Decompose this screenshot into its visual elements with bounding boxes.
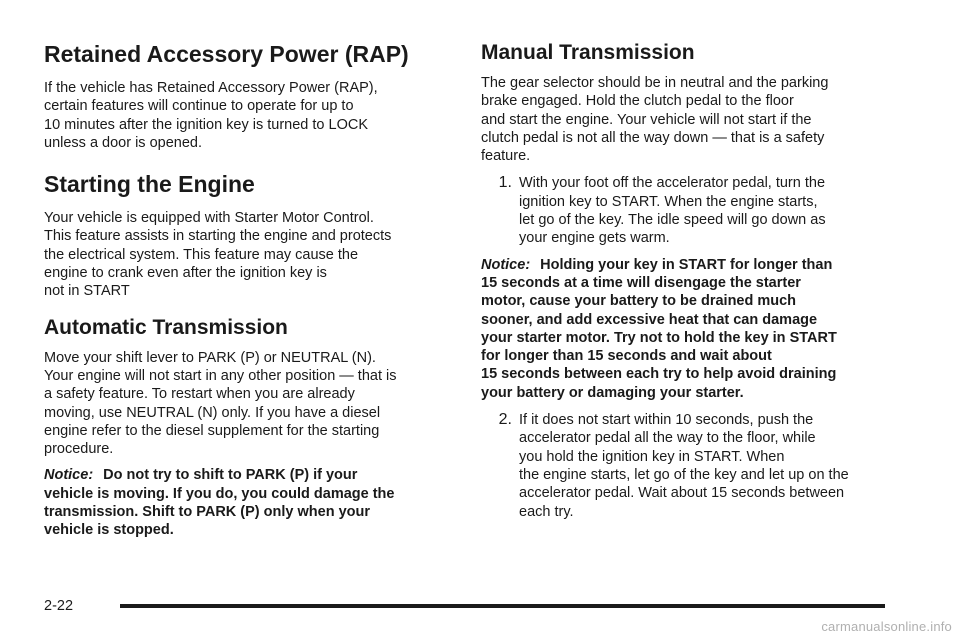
automatic-transmission-body: Move your shift lever to PARK (P) or NEUTRAL (N). Your engine will not start in any other position — that is a safety feature. To restart when you are already moving, use NEUTRAL (N) only. If you have a diesel engine refer to the diesel supplement for the starting procedure. — [44, 349, 397, 458]
manual-notice — [481, 256, 895, 402]
right-column — [481, 40, 895, 521]
page-number: 2-22 — [44, 598, 74, 614]
manual-transmission-section — [481, 40, 895, 521]
notice-label: Notice: — [481, 256, 531, 273]
starting-engine-body: Your vehicle is equipped with Starter Motor Control. This feature assists in starting the engine and protects the electrical system. This feature may cause the engine to crank even after the ignition key is not in START — [44, 210, 392, 300]
step-number: 1. — [498, 174, 512, 192]
rap-section — [44, 40, 448, 152]
watermark: carmanualsonline.info — [821, 619, 952, 634]
notice-text: Do not try to shift to PARK (P) if your vehicle is moving. If you do, you could damage the transmission. Shift to PARK (P) only when your vehicle is stopped. — [44, 467, 395, 539]
notice-label: Notice: — [44, 467, 94, 484]
step-item — [481, 411, 895, 521]
notice-text: Holding your key in START for longer than 15 seconds at a time will disengage the starter motor, cause your battery to be drained much sooner, and add excessive heat that can damage your starter motor. Try not to hold the key in START for longer than 15 seconds and wait about 15 seconds between each try to help avoid draining your battery or damaging your starter. — [481, 256, 837, 401]
step-text: If it does not start within 10 seconds, push the accelerator pedal all the way to the floor, while you hold the ignition key in START. When the engine starts, let go of the key and let up on the accelerator pedal. Wait about 15 seconds between each try. — [519, 412, 849, 520]
step-number: 2. — [498, 411, 512, 429]
automatic-transmission-heading: Automatic Transmission — [44, 315, 288, 339]
starting-engine-heading: Starting the Engine — [44, 171, 255, 198]
step-text: With your foot off the accelerator pedal, turn the ignition key to START. When the engine starts, let go of the key. The idle speed will go down as your engine gets warm. — [519, 175, 826, 247]
starting-engine-section — [44, 170, 448, 300]
manual-transmission-heading: Manual Transmission — [481, 41, 695, 64]
left-column — [44, 40, 448, 540]
manual-transmission-body: The gear selector should be in neutral and the parking brake engaged. Hold the clutch pedal to the floor and start the engine. Your vehicle will not start if the clutch pedal is not all the way down — that is a safety feature. — [481, 75, 829, 165]
rap-heading: Retained Accessory Power (RAP) — [44, 41, 409, 67]
rap-body: If the vehicle has Retained Accessory Power (RAP), certain features will continue to operate for up to 10 minutes after the ignition key is turned to LOCK unless a door is opened. — [44, 80, 378, 151]
footer-divider — [120, 604, 885, 608]
step-item — [481, 174, 895, 247]
automatic-notice — [44, 466, 448, 539]
automatic-transmission-section — [44, 315, 448, 540]
